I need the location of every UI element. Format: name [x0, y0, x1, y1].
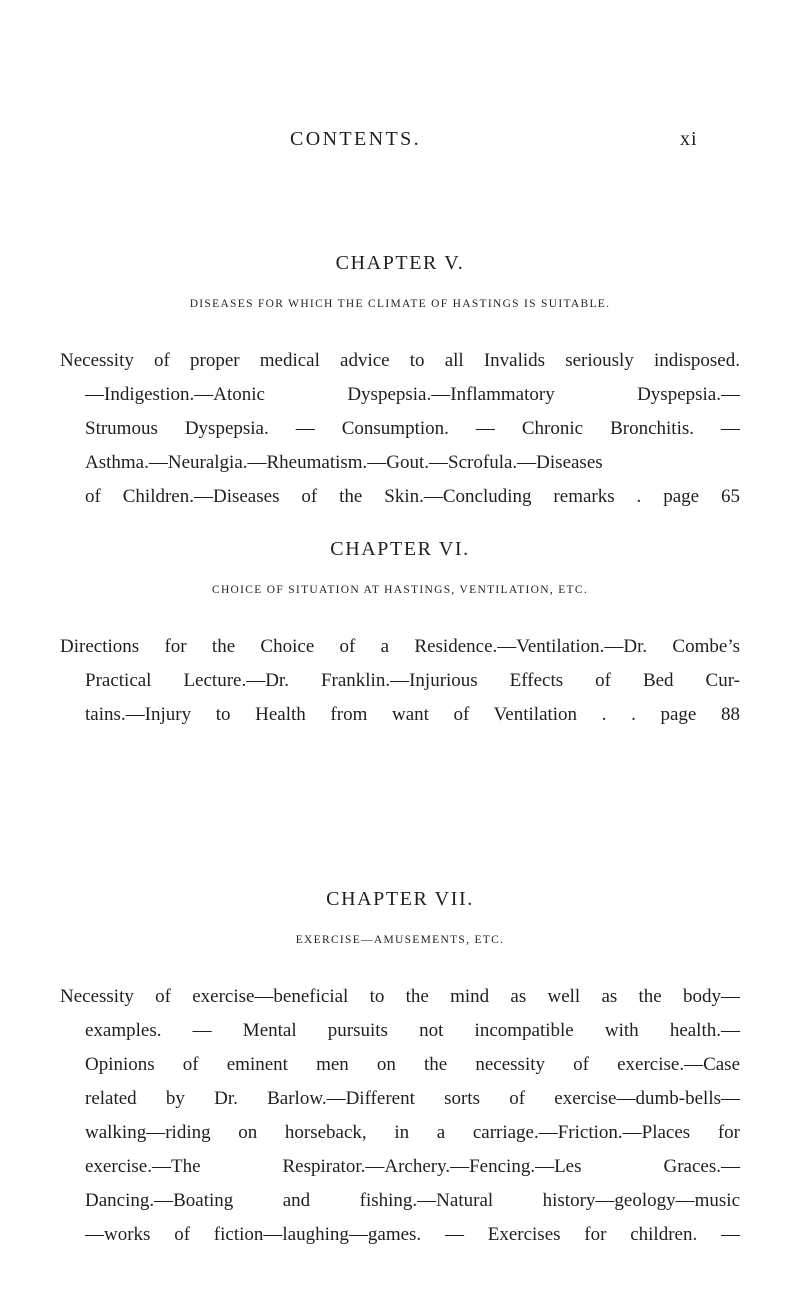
summary-line: Opinions of eminent men on the necessity of exercise.—Case	[85, 1054, 740, 1075]
chapter-vii-entry	[60, 887, 740, 1252]
chapter-subheading: CHOICE OF SITUATION AT HASTINGS, VENTILATION, ETC.	[211, 584, 589, 596]
chapter-subheading: DISEASES FOR WHICH THE CLIMATE OF HASTINGS IS SUITABLE.	[189, 298, 611, 310]
chapter-heading: CHAPTER VI.	[330, 538, 470, 560]
running-head	[0, 128, 801, 158]
summary-line: Practical Lecture.—Dr. Franklin.—Injurious Effects of Bed Cur-	[85, 670, 740, 691]
summary-line: Necessity of exercise—beneficial to the mind as well as the body—	[60, 986, 740, 1007]
summary-line: Asthma.—Neuralgia.—Rheumatism.—Gout.—Scrofula.—Diseases	[85, 452, 603, 473]
summary-line: Directions for the Choice of a Residence.—Ventilation.—Dr. Combe’s	[60, 636, 740, 657]
summary-line: related by Dr. Barlow.—Different sorts of exercise—dumb-bells—	[85, 1088, 740, 1109]
chapter-heading: CHAPTER V.	[335, 252, 465, 274]
summary-line: examples. — Mental pursuits not incompatible with health.—	[85, 1020, 740, 1041]
summary-line: of Children.—Diseases of the Skin.—Concluding remarks . page 65	[85, 486, 740, 507]
chapter-summary	[60, 980, 740, 1252]
summary-line: Strumous Dyspepsia. — Consumption. — Chronic Bronchitis. —	[85, 418, 740, 439]
chapter-heading: CHAPTER VII.	[326, 888, 474, 910]
summary-line: —works of fiction—laughing—games. — Exercises for children. —	[85, 1224, 740, 1245]
summary-line: tains.—Injury to Health from want of Ventilation . . page 88	[85, 704, 740, 725]
summary-line: —Indigestion.—Atonic Dyspepsia.—Inflammatory Dyspepsia.—	[85, 384, 740, 405]
page-number: xi	[680, 128, 698, 150]
chapter-vi-entry	[60, 537, 740, 732]
summary-line: Necessity of proper medical advice to all Invalids seriously indisposed.	[60, 350, 740, 371]
chapter-summary	[60, 630, 740, 732]
chapter-subheading: EXERCISE—AMUSEMENTS, ETC.	[295, 934, 505, 946]
summary-line: walking—riding on horseback, in a carriage.—Friction.—Places for	[85, 1122, 740, 1143]
chapter-v-entry	[60, 251, 740, 514]
running-title: CONTENTS.	[290, 128, 422, 150]
summary-line: exercise.—The Respirator.—Archery.—Fencing.—Les Graces.—	[85, 1156, 740, 1177]
summary-line: Dancing.—Boating and fishing.—Natural history—geology—music	[85, 1190, 740, 1211]
chapter-summary	[60, 344, 740, 514]
